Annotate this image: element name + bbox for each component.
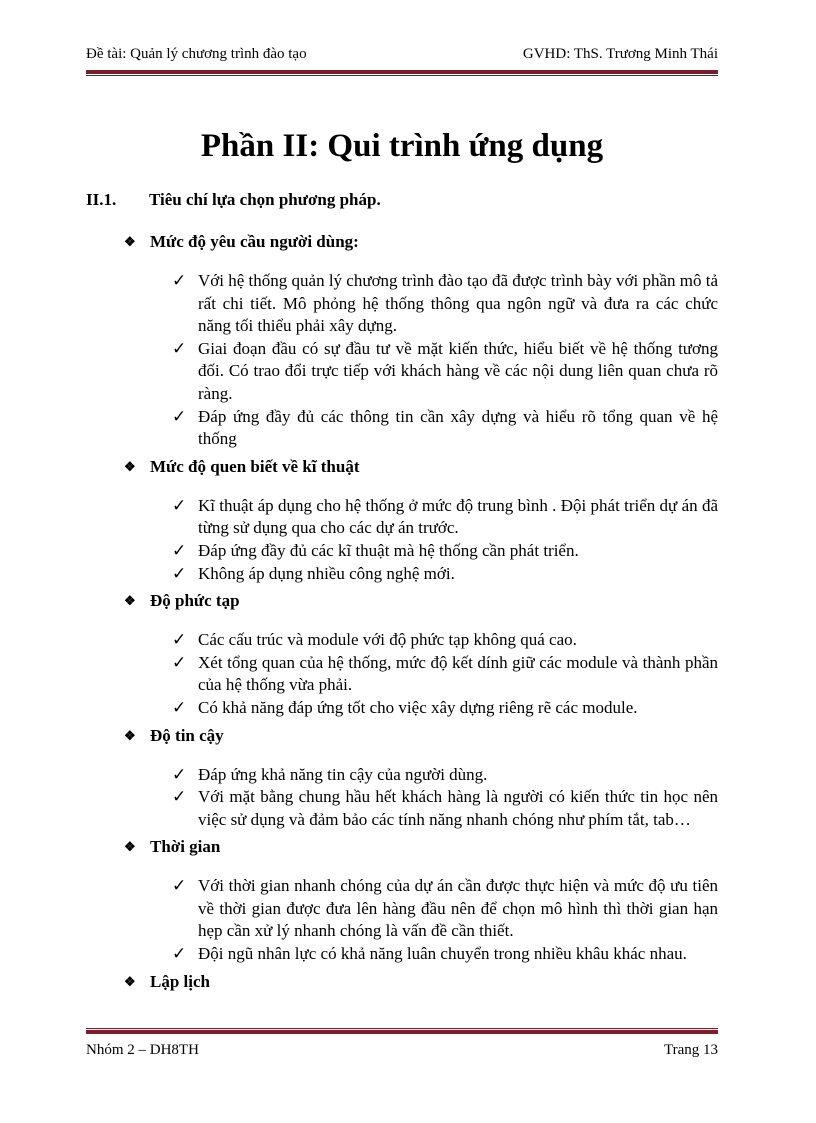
footer-rule — [86, 1028, 718, 1029]
check-icon: ✓ — [172, 697, 187, 717]
diamond-bullet-icon: ❖ — [124, 458, 136, 474]
list-item — [172, 495, 718, 540]
criteria-group-title — [124, 724, 718, 752]
footer-group: Nhóm 2 – DH8TH — [86, 1042, 199, 1058]
list-item-text: Kĩ thuật áp dụng cho hệ thống ở mức độ trung bình . Đội phát triển dự án đã từng sử dụng qua cho các dự án trước. — [198, 495, 718, 538]
page-footer — [86, 1042, 718, 1059]
list-item-text: Với thời gian nhanh chóng của dự án cần được thực hiện và mức độ ưu tiên về thời gian được đưa lên hàng đầu nên để chọn mô hình thì thời gian hạn hẹp cần xử lý nhanh chóng là vấn đề cần thiết. — [198, 876, 718, 941]
criteria-list — [124, 230, 718, 998]
check-icon: ✓ — [172, 764, 187, 784]
check-icon: ✓ — [172, 652, 187, 672]
list-item — [172, 629, 718, 652]
check-icon: ✓ — [172, 271, 187, 290]
list-item-text: Có khả năng đáp ứng tốt cho việc xây dựng riêng rẽ các module. — [198, 697, 638, 717]
diamond-bullet-icon: ❖ — [124, 973, 136, 989]
list-item — [172, 786, 718, 831]
check-icon: ✓ — [172, 630, 187, 650]
check-icon: ✓ — [172, 406, 187, 426]
list-item — [172, 652, 718, 697]
list-item — [172, 943, 718, 966]
criteria-group-label: Độ phức tạp — [150, 591, 240, 611]
criteria-group — [124, 230, 718, 451]
section-number: II.1. — [86, 190, 117, 209]
list-item — [172, 563, 718, 586]
criteria-group-label: Lập lịch — [150, 971, 210, 991]
list-item — [172, 875, 718, 943]
list-item-text: Đáp ứng đầy đủ các kĩ thuật mà hệ thống cần phát triển. — [198, 540, 579, 560]
header-supervisor: GVHD: ThS. Trương Minh Thái — [522, 46, 718, 62]
criteria-group — [124, 589, 718, 719]
check-icon: ✓ — [172, 540, 187, 560]
diamond-bullet-icon: ❖ — [124, 727, 136, 743]
header-topic: Đề tài: Quản lý chương trình đào tạo — [86, 46, 307, 62]
criteria-group — [124, 724, 718, 832]
list-item-text: Với hệ thống quản lý chương trình đào tạo đã được trình bày với phần mô tả rất chi tiết. Mô phỏng hệ thống thông qua ngôn ngữ và đưa ra các chức năng tối thiểu phải xây dựng. — [198, 271, 718, 336]
criteria-group-title — [124, 589, 718, 617]
criteria-items — [172, 764, 718, 832]
list-item — [172, 764, 718, 787]
criteria-items — [172, 270, 718, 451]
check-icon: ✓ — [172, 787, 187, 807]
list-item-text: Giai đoạn đầu có sự đầu tư về mặt kiến thức, hiểu biết về hệ thống tương đối. Có trao đổi trực tiếp với khách hàng về các nội dung liên quan chưa rõ ràng. — [198, 338, 718, 403]
check-icon: ✓ — [172, 876, 187, 896]
criteria-group-title — [124, 230, 718, 258]
list-item — [172, 338, 718, 406]
criteria-items — [172, 875, 718, 965]
list-item-text: Các cấu trúc và module với độ phức tạp không quá cao. — [198, 630, 577, 650]
list-item-text: Đội ngũ nhân lực có khả năng luân chuyển trong nhiều khâu khác nhau. — [198, 944, 687, 964]
section-heading — [86, 190, 381, 210]
criteria-group-label: Mức độ yêu cầu người dùng: — [150, 232, 359, 251]
criteria-group-title — [124, 970, 718, 998]
list-item — [172, 270, 718, 338]
criteria-group-title — [124, 455, 718, 483]
list-item — [172, 697, 718, 720]
list-item-text: Xét tổng quan của hệ thống, mức độ kết dính giữ các module và thành phần của hệ thống vừa phải. — [198, 652, 718, 695]
list-item — [172, 406, 718, 451]
diamond-bullet-icon: ❖ — [124, 593, 136, 609]
list-item-text: Không áp dụng nhiều công nghệ mới. — [198, 563, 455, 583]
criteria-group-label: Mức độ quen biết về kĩ thuật — [150, 456, 360, 476]
header-rule — [86, 70, 718, 74]
criteria-items — [172, 629, 718, 719]
list-item-text: Với mặt bằng chung hầu hết khách hàng là người có kiến thức tin học nên việc sử dụng và đảm bảo các tính năng nhanh chóng như phím tắt, tab… — [198, 787, 718, 829]
criteria-group-label: Độ tin cậy — [150, 725, 224, 745]
check-icon: ✓ — [172, 944, 187, 964]
criteria-group — [124, 455, 718, 585]
criteria-group — [124, 970, 718, 998]
page-header — [86, 46, 718, 63]
check-icon: ✓ — [172, 495, 187, 515]
criteria-items — [172, 495, 718, 585]
check-icon: ✓ — [172, 338, 187, 358]
footer-page-number: Trang 13 — [663, 1042, 718, 1058]
criteria-group-label: Thời gian — [150, 837, 221, 857]
list-item-text: Đáp ứng khả năng tin cậy của người dùng. — [198, 764, 488, 784]
section-title: Tiêu chí lựa chọn phương pháp. — [149, 190, 381, 209]
page-title: Phần II: Qui trình ứng dụng — [200, 128, 604, 164]
list-item-text: Đáp ứng đầy đủ các thông tin cần xây dựng và hiểu rõ tổng quan về hệ thống — [198, 406, 718, 449]
list-item — [172, 540, 718, 563]
criteria-group — [124, 835, 718, 965]
diamond-bullet-icon: ❖ — [124, 234, 136, 249]
check-icon: ✓ — [172, 563, 187, 583]
criteria-group-title — [124, 835, 718, 863]
diamond-bullet-icon: ❖ — [124, 839, 136, 855]
